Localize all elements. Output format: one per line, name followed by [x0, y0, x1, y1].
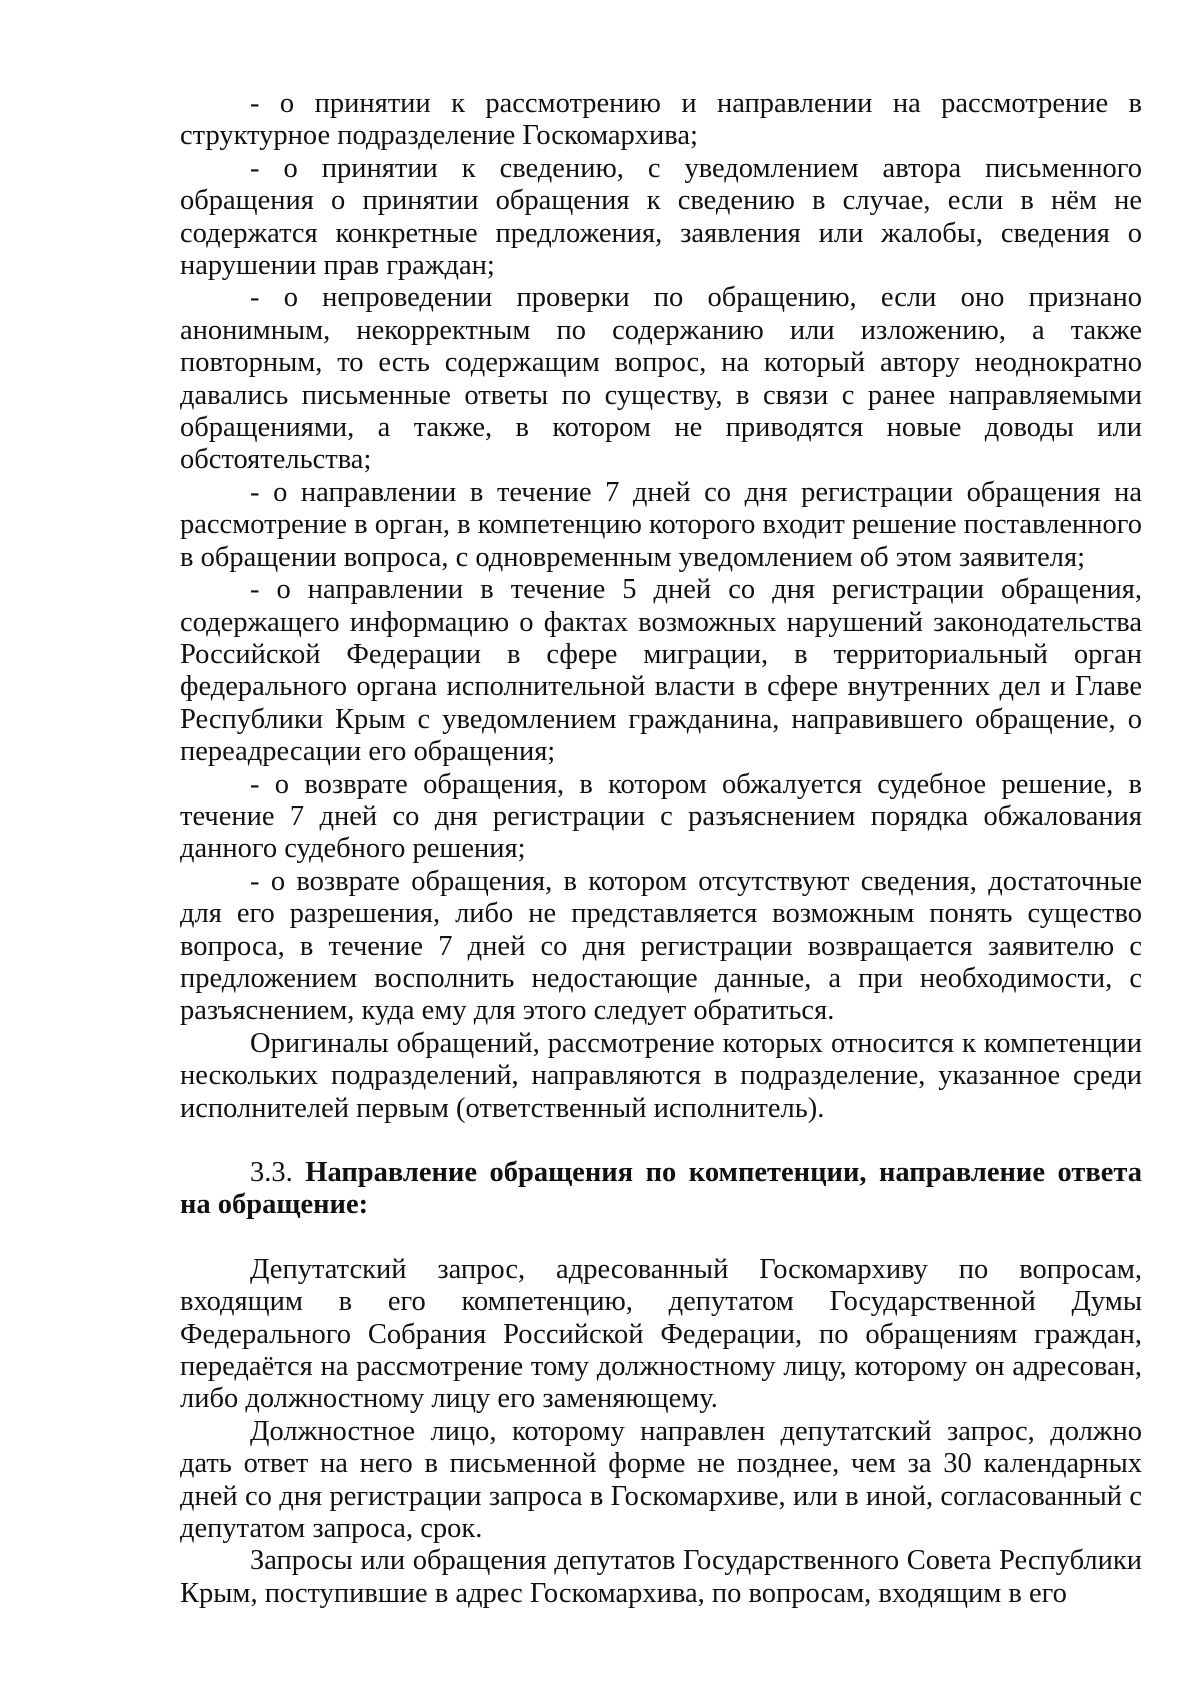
list-item: - о принятии к сведению, с уведомлением автора письменного обращения о принятии обращения к сведению в случае, если в нём не содержатся конкретные предложения, заявления или жалобы, сведения о нарушении прав граждан; [180, 152, 1142, 282]
list-item: - о принятии к рассмотрению и направлении на рассмотрение в структурное подразделение Госкомархива; [180, 88, 1142, 152]
document-body [180, 88, 1142, 1610]
paragraph: Запросы или обращения депутатов Государственного Совета Республики Крым, поступившие в адрес Госкомархива, по вопросам, входящим в его [180, 1545, 1142, 1609]
paragraph: Депутатский запрос, адресованный Госкомархиву по вопросам, входящим в его компетенцию, депутатом Государственной Думы Федерального Собрания Российской Федерации, по обращениям граждан, передаётся на рассмотрение тому должностному лицу, которому он адресован, либо должностному лицу его заменяющему. [180, 1253, 1142, 1415]
list-item: - о возврате обращения, в котором отсутствуют сведения, достаточные для его разрешения, либо не представляется возможным понять существо вопроса, в течение 7 дней со дня регистрации возвращается заявителю с предложением восполнить недостающие данные, а при необходимости, с разъяснением, куда ему для этого следует обратиться. [180, 865, 1142, 1027]
list-item: - о возврате обращения, в котором обжалуется судебное решение, в течение 7 дней со дня регистрации с разъяснением порядка обжалования данного судебного решения; [180, 768, 1142, 865]
list-item: - о направлении в течение 7 дней со дня регистрации обращения на рассмотрение в орган, в компетенцию которого входит решение поставленного в обращении вопроса, с одновременным уведомлением об этом заявителя; [180, 476, 1142, 573]
section-heading [180, 1157, 1142, 1222]
section-title: Направление обращения по компетенции, направление ответа на обращение: [180, 1157, 1143, 1221]
list-item: - о непроведении проверки по обращению, если оно признано анонимным, некорректным по содержанию или изложению, а также повторным, то есть содержащим вопрос, на который автору неоднократно давались письменные ответы по существу, в связи с ранее направляемыми обращениями, а также, в котором не приводятся новые доводы или обстоятельства; [180, 282, 1142, 476]
section-number: 3.3. [250, 1157, 306, 1188]
paragraph: Должностное лицо, которому направлен депутатский запрос, должно дать ответ на него в письменной форме не позднее, чем за 30 календарных дней со дня регистрации запроса в Госкомархиве, или в иной, согласованный с депутатом запроса, срок. [180, 1415, 1142, 1545]
list-item: - о направлении в течение 5 дней со дня регистрации обращения, содержащего информацию о фактах возможных нарушений законодательства Российской Федерации в сфере миграции, в территориальный орган федерального органа исполнительной власти в сфере внутренних дел и Главе Республики Крым с уведомлением гражданина, направившего обращение, о переадресации его обращения; [180, 574, 1142, 768]
paragraph-originals: Оригиналы обращений, рассмотрение которых относится к компетенции нескольких подразделений, направляются в подразделение, указанное среди исполнителей первым (ответственный исполнитель). [180, 1027, 1142, 1124]
